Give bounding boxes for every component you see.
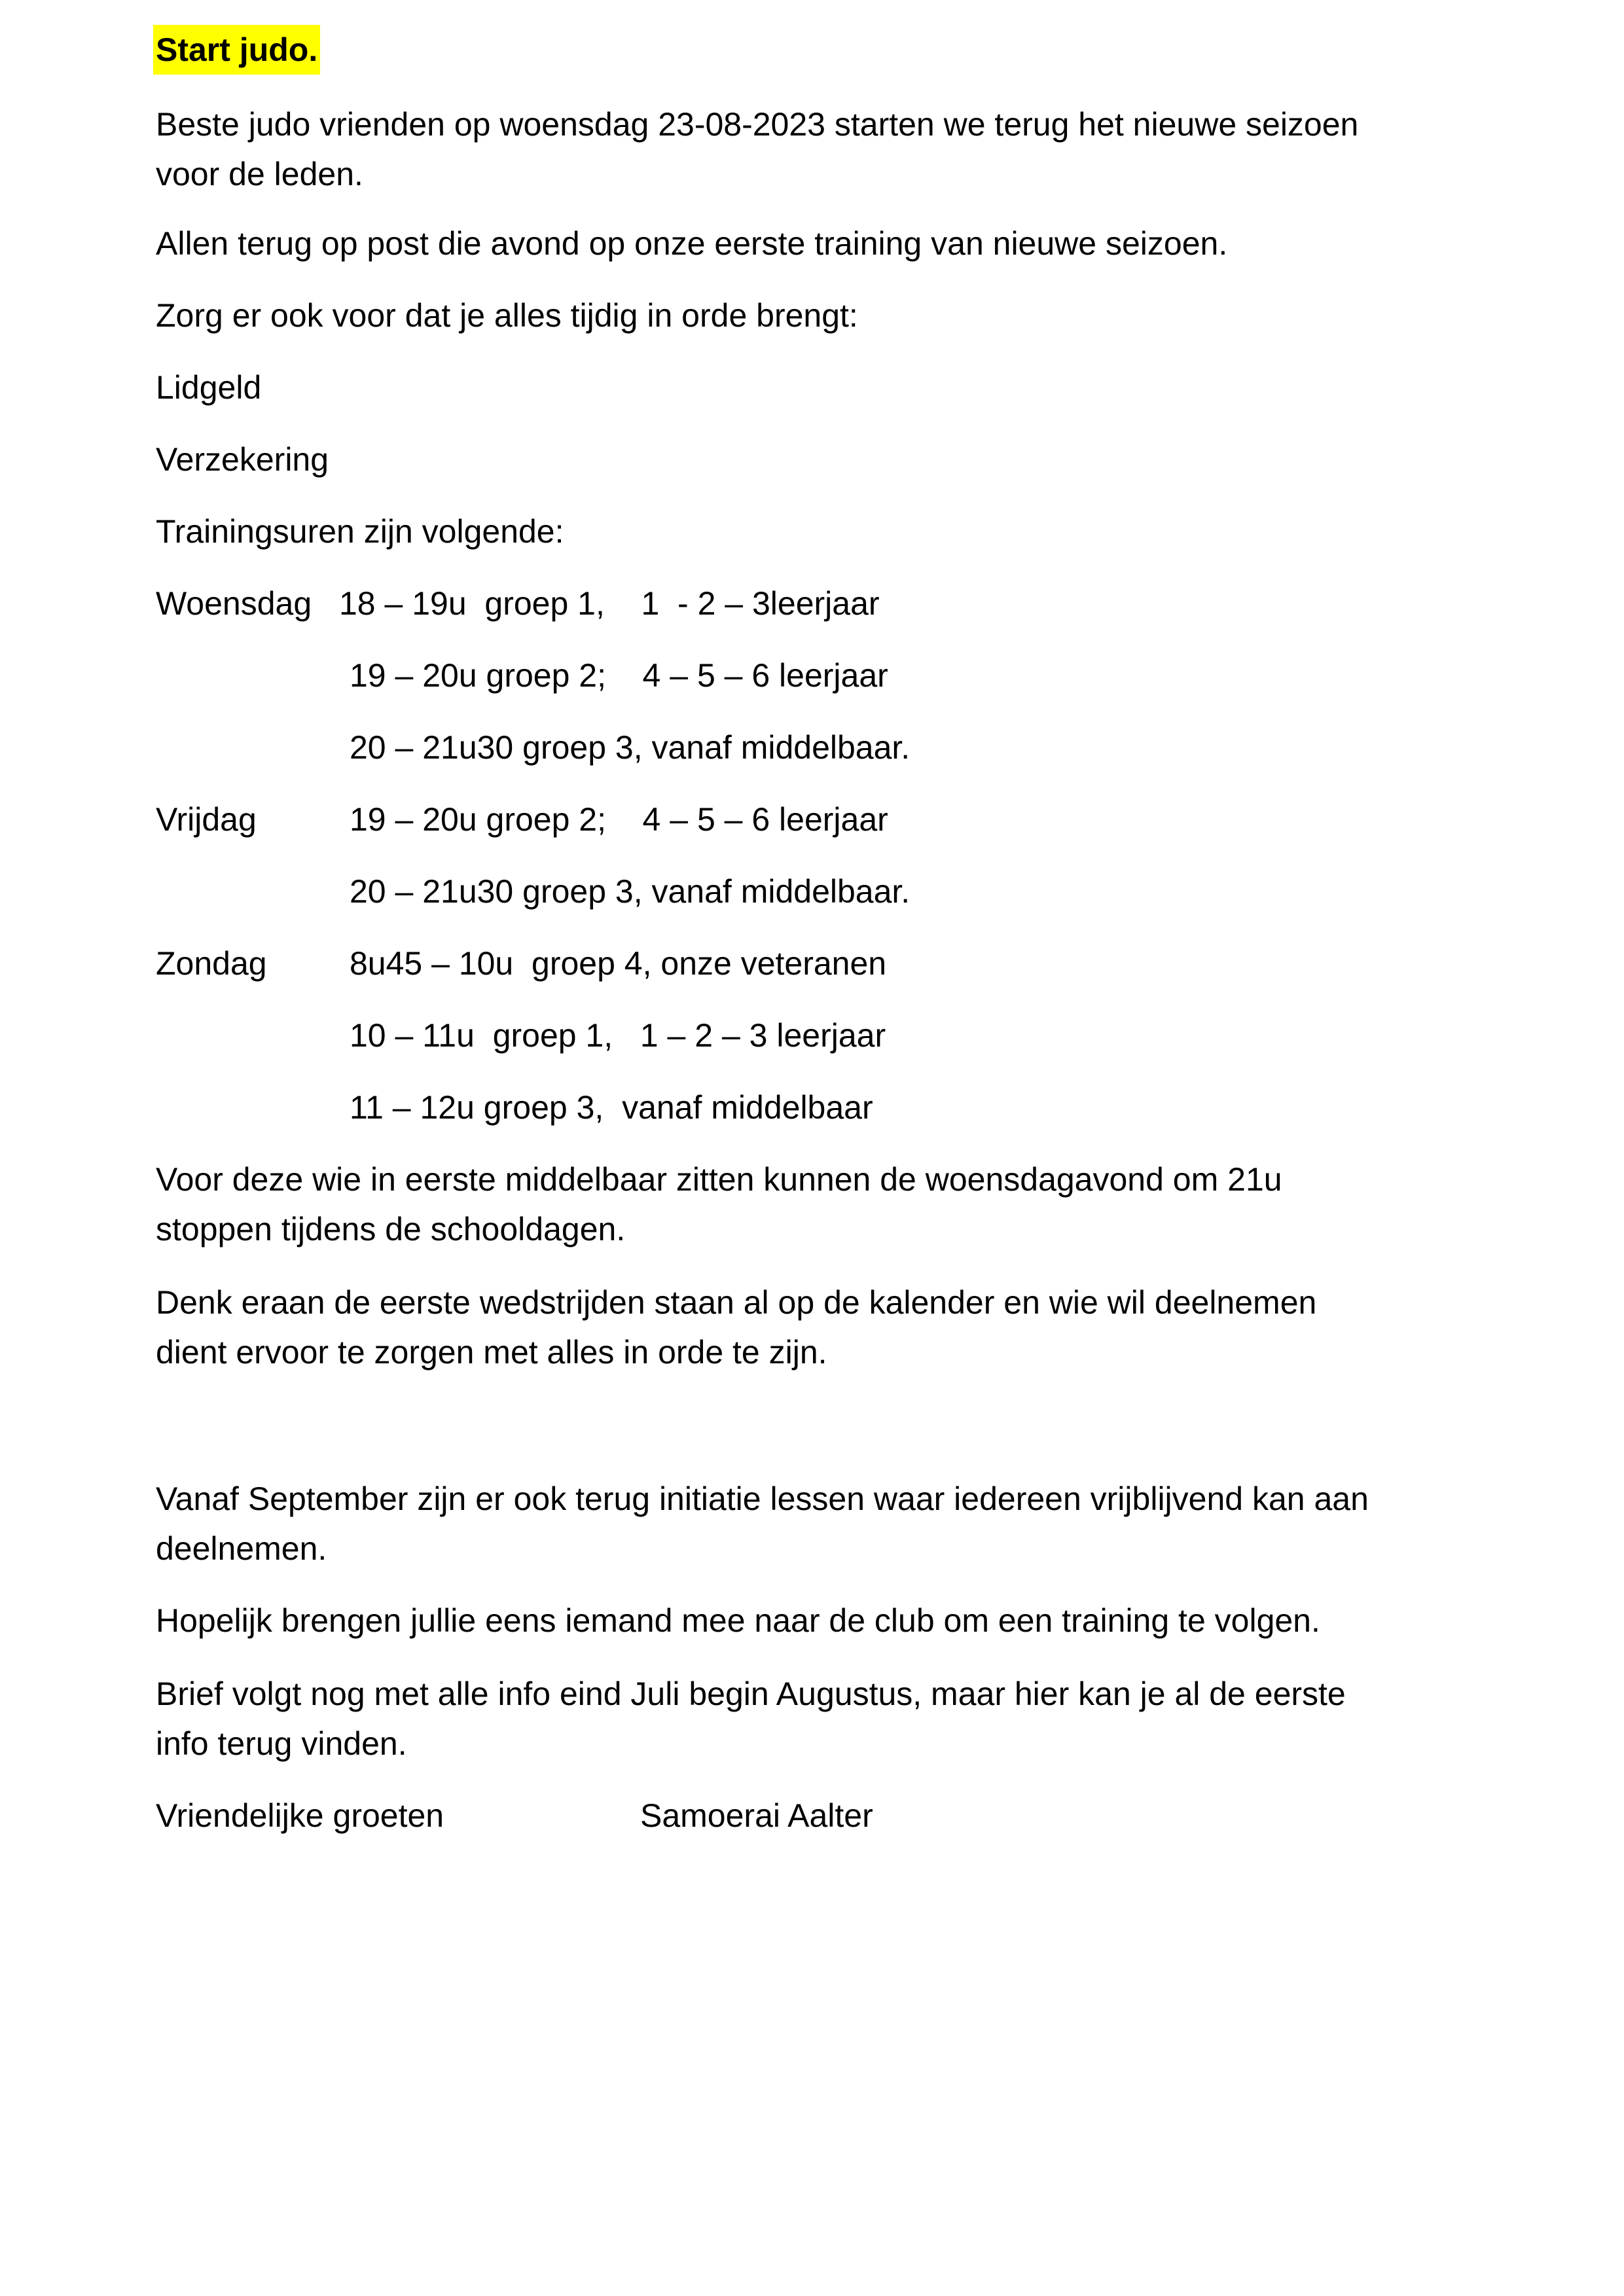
schedule-slot: 20 – 21u30 groep 3, vanaf middelbaar. — [350, 873, 911, 910]
initiation-line-2: deelnemen. — [156, 1530, 327, 1567]
first-secondary-line-1: Voor deze wie in eerste middelbaar zitten kunnen de woensdagavond om 21u — [156, 1161, 1282, 1198]
schedule-day-friday: Vrijdag — [156, 801, 257, 838]
intro-line-1: Beste judo vrienden op woensdag 23-08-2023 starten we terug het nieuwe seizoen — [156, 106, 1359, 143]
all-back-paragraph: Allen terug op post die avond op onze eerste training van nieuwe seizoen. — [156, 225, 1228, 262]
schedule-day-sunday: Zondag — [156, 945, 267, 982]
requirement-item: Lidgeld — [156, 369, 262, 406]
schedule-slot: 19 – 20u groep 2; 4 – 5 – 6 leerjaar — [350, 657, 888, 694]
schedule-slot: 8u45 – 10u groep 4, onze veteranen — [350, 945, 887, 982]
schedule-slot: 10 – 11u groep 1, 1 – 2 – 3 leerjaar — [350, 1017, 886, 1054]
requirement-item: Verzekering — [156, 441, 329, 478]
competitions-line-1: Denk eraan de eerste wedstrijden staan al op de kalender en wie wil deelnemen — [156, 1284, 1317, 1321]
closing-greeting: Vriendelijke groeten — [156, 1797, 444, 1834]
schedule-slot: 19 – 20u groep 2; 4 – 5 – 6 leerjaar — [350, 801, 888, 838]
hours-heading: Trainingsuren zijn volgende: — [156, 513, 564, 550]
bring-someone-paragraph: Hopelijk brengen jullie eens iemand mee naar de club om een training te volgen. — [156, 1602, 1320, 1639]
letter-follows-line-2: info terug vinden. — [156, 1725, 407, 1762]
in-order-paragraph: Zorg er ook voor dat je alles tijdig in orde brengt: — [156, 297, 858, 334]
schedule-slot: 11 – 12u groep 3, vanaf middelbaar — [350, 1089, 873, 1126]
competitions-line-2: dient ervoor te zorgen met alles in orde te zijn. — [156, 1334, 827, 1371]
first-secondary-line-2: stoppen tijdens de schooldagen. — [156, 1211, 626, 1247]
schedule-day-wednesday: Woensdag — [156, 585, 312, 622]
schedule-slot: 20 – 21u30 groep 3, vanaf middelbaar. — [350, 729, 911, 766]
initiation-line-1: Vanaf September zijn er ook terug initiatie lessen waar iedereen vrijblijvend kan aan — [156, 1480, 1369, 1517]
letter-follows-line-1: Brief volgt nog met alle info eind Juli begin Augustus, maar hier kan je al de eerste — [156, 1676, 1346, 1712]
document-title: Start judo. — [153, 25, 320, 75]
closing-sender: Samoerai Aalter — [640, 1797, 873, 1834]
intro-line-2: voor de leden. — [156, 156, 363, 192]
schedule-slot: 18 – 19u groep 1, 1 - 2 – 3leerjaar — [339, 585, 880, 622]
